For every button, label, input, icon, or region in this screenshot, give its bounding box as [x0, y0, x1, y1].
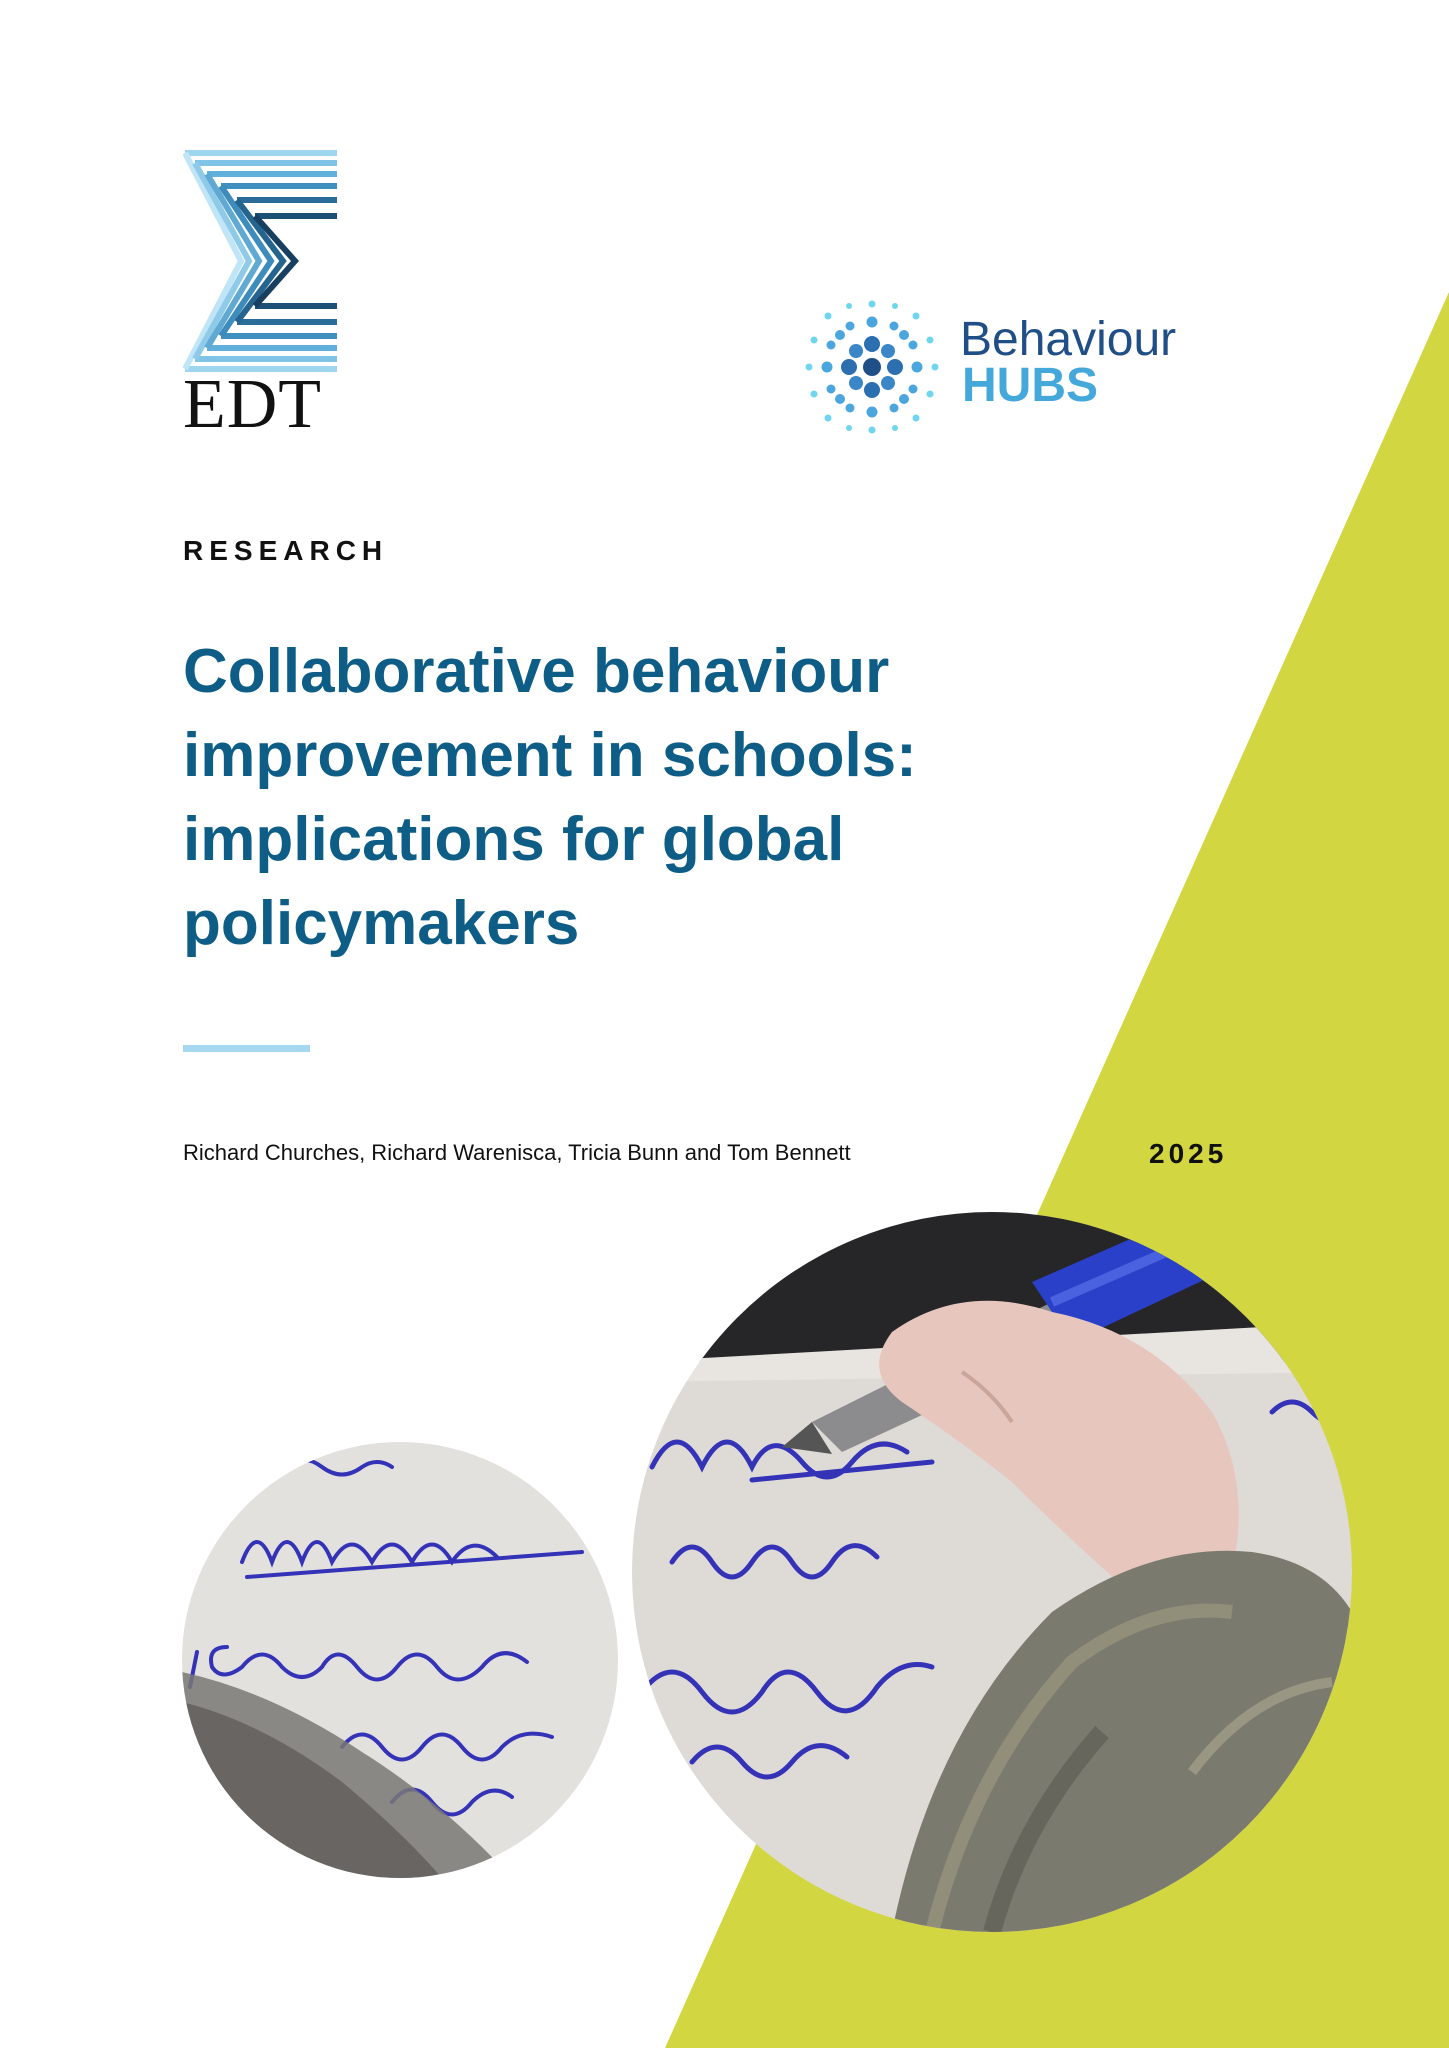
dot-cluster-icon — [805, 300, 940, 435]
handwriting-photo-image — [182, 1442, 618, 1878]
edt-wordmark: EDT — [183, 366, 323, 443]
report-title: Collaborative behaviour improvement in schools: implications for global policymakers — [183, 637, 917, 958]
behaviour-hubs-logo — [805, 300, 1185, 435]
hand-writing-marker-photo — [632, 1212, 1352, 1932]
handwriting-closeup-photo — [182, 1442, 618, 1878]
behaviour-wordmark: Behaviour — [960, 313, 1177, 366]
hubs-wordmark: HUBS — [962, 359, 1099, 412]
publication-year: 2025 — [1149, 1138, 1228, 1169]
hand-marker-photo-image — [632, 1212, 1352, 1932]
title-underline — [183, 1045, 310, 1052]
sigma-icon — [183, 150, 339, 372]
authors: Richard Churches, Richard Warenisca, Tricia Bunn and Tom Bennett — [183, 1140, 851, 1165]
section-kicker: RESEARCH — [183, 535, 389, 566]
edt-logo — [183, 150, 339, 443]
